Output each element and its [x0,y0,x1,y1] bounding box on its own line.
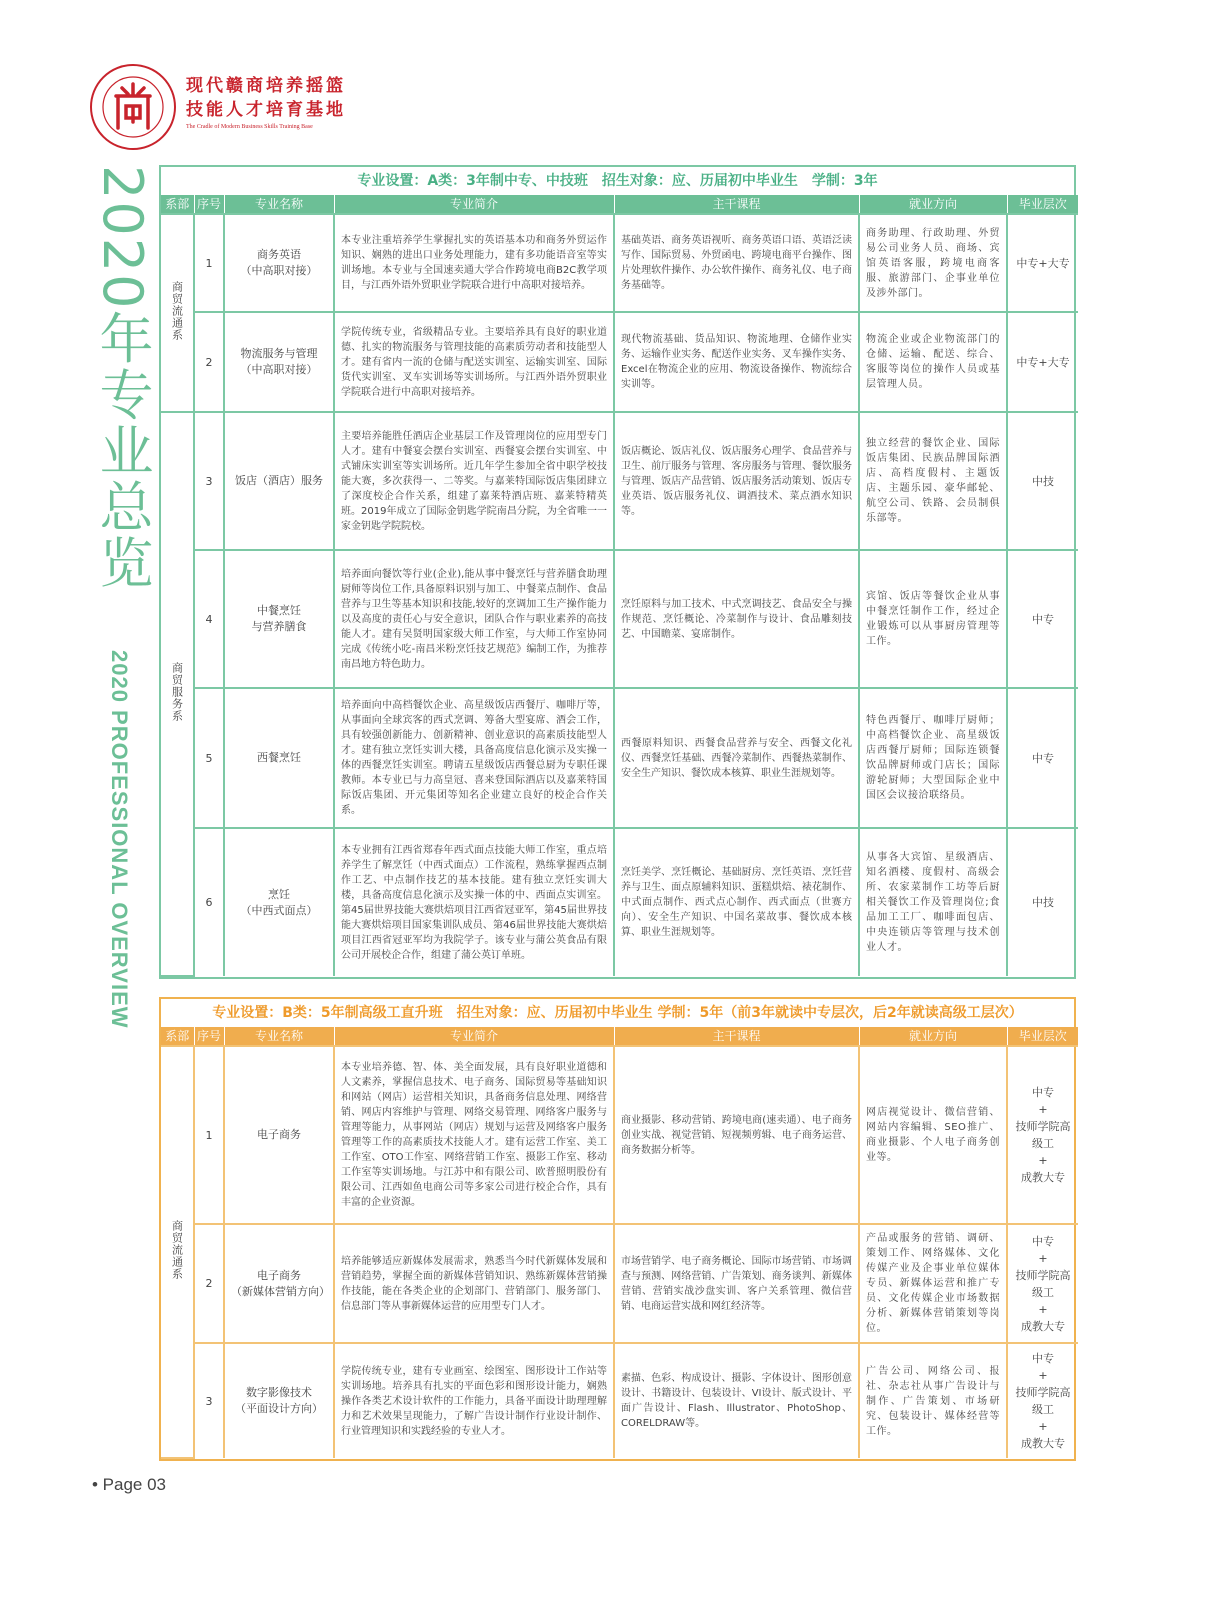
table-row [161,214,1078,312]
school-logo [88,62,178,152]
page-number: • Page 03 [92,1475,167,1494]
program-courses: 素描、色彩、构成设计、摄影、字体设计、图形创意设计、书籍设计、包装设计、VI设计、版式设计、平面广告设计、Flash、Illustrator、PhotoShop、CORELDRAW等。 [614,1343,859,1458]
col-no: 序号 [194,1027,224,1046]
row-number: 4 [194,550,224,688]
row-number: 5 [194,688,224,828]
program-name: 饭店（酒店）服务 [224,412,334,550]
row-number: 3 [194,412,224,550]
dept-cell: 商贸流通系 [161,1046,194,1458]
program-desc: 本专业培养德、智、体、美全面发展，具有良好职业道德和人文素养，掌握信息技术、电子商务、国际贸易等基础知识和网站（网店）运营相关知识，具备商务信息处理、网络营销、网店内容维护与管理、网络交易管理、网络客户服务与管理等能力，从事网站（网店）规划与运营及网络客户服务管理等工作的高素质技术技能人才。建有运营工作室、美工工作室、OTO工作室、网络营销工作室、摄影工作室、移动工作室等实训场地。与江苏中和有限公司、欧普照明股份有限公司、江西如鱼电商公司等多家公司进行校企合作，具有丰富的企业资源。 [334,1046,614,1224]
row-number: 2 [194,312,224,412]
program-name: 物流服务与管理 （中高职对接） [224,312,334,412]
dept-cell: 商贸流通系 [161,214,194,412]
slogan-english: The Cradle of Modern Business Skills Training Base [186,124,313,130]
program-courses: 西餐原料知识、西餐食品营养与安全、西餐文化礼仪、西餐烹饪基础、西餐冷菜制作、西餐热菜制作、安全生产知识、餐饮成本核算、职业生涯规划等。 [614,688,859,828]
program-name: 烹饪 （中西式面点） [224,828,334,976]
section-a-table [159,165,1076,979]
program-table-a [161,195,1078,977]
program-level: 中专 + 技师学院高级工 + 成教大专 [1007,1224,1078,1343]
program-desc: 培养能够适应新媒体发展需求，熟悉当今时代新媒体发展和营销趋势，掌握全面的新媒体营销知识、熟练新媒体营销操作技能，能在各类企业的企划部门、营销部门、服务部门、信息部门等从事新媒体运营的应用型专门人才。 [334,1224,614,1343]
program-level: 中专 + 技师学院高级工 + 成教大专 [1007,1046,1078,1224]
program-jobs: 产品或服务的营销、调研、策划工作、网络媒体、文化传媒产业及企事业单位媒体专员、新媒体运营和推广专员、文化传媒企业市场数据分析、新媒体营销策划等岗位。 [859,1224,1007,1343]
program-name: 数字影像技术 （平面设计方向） [224,1343,334,1458]
program-jobs: 商务助理、行政助理、外贸易公司业务人员、商场、宾馆英语客服，跨境电商客服、旅游部门、企事业单位及涉外部门。 [859,214,1007,312]
program-table-b [161,1027,1078,1459]
program-desc: 本专业拥有江西省郑春年西式面点技能大师工作室，重点培养学生了解烹饪（中西式面点）工作流程，熟练掌握西点制作工艺、中点制作技艺的基本技能。建有独立烹饪实训大楼，具备高度信息化演示及实操一体的中、西面点实训室。第45届世界技能大赛烘焙项目江西省冠亚军，第45届世界技能大赛烘焙项目国家集训队成员、第46届世界技能大赛烘焙项目江西省冠亚军均为我院学子。该专业与蒲公英食品有限公司开展校企合作，组建了蒲公英订单班。 [334,828,614,976]
program-courses: 基础英语、商务英语视听、商务英语口语、英语泛读写作、国际贸易、外贸函电、跨境电商平台操作、图片处理软件操作、办公软件操作、商务礼仪、电子商务基础等。 [614,214,859,312]
row-number: 1 [194,1046,224,1224]
program-jobs: 宾馆、饭店等餐饮企业从事中餐烹饪制作工作，经过企业锻炼可以从事厨房管理等工作。 [859,550,1007,688]
program-name: 电子商务 [224,1046,334,1224]
program-level: 中专 [1007,688,1078,828]
table-row [161,1046,1078,1224]
row-number: 2 [194,1224,224,1343]
col-courses: 主干课程 [614,1027,859,1046]
program-desc: 主要培养能胜任酒店企业基层工作及管理岗位的应用型专门人才。建有中餐宴会摆台实训室、西餐宴会摆台实训室、中式铺床实训室等实训场所。近几年学生参加全省中职学校技能大赛，多次获得一、二等奖。与嘉莱特国际饭店集团肆立了深度校企合作关系，组建了嘉莱特酒店班、嘉莱特精英班。2019年成立了国际金钥匙学院南昌分院，为全省唯一一家金钥匙学院院校。 [334,412,614,550]
side-title-cn: 2020年专业总览 [91,165,154,591]
side-title-en: 2020 PROFESSIONAL OVERVIEW [107,650,132,1029]
program-level: 中专 [1007,550,1078,688]
row-number: 1 [194,214,224,312]
col-level: 毕业层次 [1007,1027,1078,1046]
col-no: 序号 [194,195,224,214]
program-desc: 学院传统专业，建有专业画室、绘图室、图形设计工作站等实训场地。培养具有扎实的平面色彩和图形设计能力，娴熟操作各类艺术设计软件的工作能力，具备平面设计助理理解力和艺术效果呈现能力，了解广告设计制作行业设计制作、行业管理知识和实践经验的专业人才。 [334,1343,614,1458]
table-row [161,688,1078,828]
col-level: 毕业层次 [1007,195,1078,214]
program-jobs: 独立经营的餐饮企业、国际饭店集团、民族品牌国际酒店、高档度假村、主题饭店、主题乐园、豪华邮轮、航空公司、铁路、会员制俱乐部等。 [859,412,1007,550]
col-name: 专业名称 [224,195,334,214]
row-number: 3 [194,1343,224,1458]
program-name: 中餐烹饪 与营养膳食 [224,550,334,688]
table-row [161,1343,1078,1458]
program-courses: 饭店概论、饭店礼仪、饭店服务心理学、食品营养与卫生、前厅服务与管理、客房服务与管理、餐饮服务与管理、饭店产品营销、饭店服务活动策划、饭店专业英语、饭店服务礼仪、调酒技术、菜点酒水知识等。 [614,412,859,550]
program-desc: 培养面向餐饮等行业(企业),能从事中餐烹饪与营养膳食助理厨师等岗位工作,具备原料识别与加工、中餐菜点制作、食品营养与卫生等基本知识和技能,较好的烹调加工生产操作能力以及高度的责任心与安全意识，团队合作与职业素养的高技能人才。建有吴贤明国家级大师工作室，与大师工作室协同完成《传统小吃-南昌米粉烹饪技艺规范》编制工作，为推荐南昌地方特色助力。 [334,550,614,688]
table-row [161,1224,1078,1343]
col-courses: 主干课程 [614,195,859,214]
slogan-line-1: 现代赣商培养摇篮 [186,76,346,96]
program-courses: 烹饪美学、烹饪概论、基础厨房、烹饪英语、烹饪营养与卫生、面点原辅料知识、蛋糕烘焙、裱花制作、中式面点制作、西式点心制作、西式面点（世赛方向）、安全生产知识、中国名菜故事、餐饮成本核算、职业生涯规划等。 [614,828,859,976]
school-emblem-icon [88,62,178,152]
col-desc: 专业简介 [334,1027,614,1046]
program-courses: 商业摄影、移动营销、跨境电商(速卖通）、电子商务创业实战、视觉营销、短视频剪辑、电子商务运营、商务数据分析等。 [614,1046,859,1224]
row-number: 6 [194,828,224,976]
program-jobs: 从事各大宾馆、星级酒店、知名酒楼、度假村、高级会所、农家菜制作工坊等后厨相关餐饮工作及管理岗位;食品加工工厂、咖啡面包店、中央连锁店等管理与技术创业人才。 [859,828,1007,976]
program-courses: 市场营销学、电子商务概论、国际市场营销、市场调查与预测、网络营销、广告策划、商务谈判、新媒体营销、营销实战沙盘实训、客户关系管理、微信营销、电商运营实战和网红经济等。 [614,1224,859,1343]
table-row [161,312,1078,412]
program-level: 中技 [1007,828,1078,976]
program-desc: 学院传统专业，省级精品专业。主要培养具有良好的职业道德、扎实的物流服务与管理技能的高素质劳动者和技能型人才。建有省内一流的仓储与配送实训室、运输实训室、国际货代实训室、叉车实训场等实训场所。与江西外语外贸职业学院联合进行中高职对接培养。 [334,312,614,412]
program-level: 中专 + 技师学院高级工 + 成教大专 [1007,1343,1078,1458]
program-jobs: 物流企业或企业物流部门的仓储、运输、配送、综合、客服等岗位的操作人员或基层管理人员。 [859,312,1007,412]
program-jobs: 特色西餐厅、咖啡厅厨师；中高档餐饮企业、高星级饭店西餐厅厨师；国际连锁餐饮品牌厨师或门店长；国际游轮厨师；大型国际企业中国区会议接洽联络员。 [859,688,1007,828]
program-name: 电子商务 （新媒体营销方向） [224,1224,334,1343]
col-dept: 系部 [161,1027,194,1046]
program-jobs: 网店视觉设计、微信营销、网站内容编辑、SEO推广、商业摄影、个人电子商务创业等。 [859,1046,1007,1224]
slogan-line-2: 技能人才培育基地 [186,100,346,120]
table-header-row [161,1027,1078,1046]
logo-slogan [186,74,346,130]
table-row [161,412,1078,550]
program-desc: 本专业注重培养学生掌握扎实的英语基本功和商务外贸运作知识、娴熟的进出口业务处理能力，建有多功能语音室等实训场地。本专业与全国速卖通大学合作跨境电商B2C教学项目，与江西外语外贸职业学院联合进行中高职对接培养。 [334,214,614,312]
col-name: 专业名称 [224,1027,334,1046]
section-b-table [159,997,1076,1461]
col-jobs: 就业方向 [859,1027,1007,1046]
program-level: 中专+大专 [1007,312,1078,412]
program-level: 中技 [1007,412,1078,550]
col-jobs: 就业方向 [859,195,1007,214]
col-dept: 系部 [161,195,194,214]
program-desc: 培养面向中高档餐饮企业、高星级饭店西餐厅、咖啡厅等，从事面向全球宾客的西式烹调、筹备大型宴席、酒会工作，具有较强创新能力、创新精神、创业意识的高素质技能型人才。建有独立烹饪实训大楼，具备高度信息化演示及实操一体的西餐烹饪实训室。聘请五星级饭店西餐总厨为专职任课教师。本专业已与力高皇冠、喜来登国际酒店以及嘉莱特国际饭店集团、开元集团等知名企业建立良好的校企合作关系。 [334,688,614,828]
program-name: 西餐烹饪 [224,688,334,828]
section-b-title: 专业设置：B类：5年制高级工直升班 招生对象：应、历届初中毕业生 学制：5年（前3年就读中专层次，后2年就读高级工层次） [212,1005,1023,1021]
dept-cell: 商贸服务系 [161,412,194,976]
program-level: 中专+大专 [1007,214,1078,312]
table-row [161,550,1078,688]
program-courses: 烹饪原料与加工技术、中式烹调技艺、食品安全与操作规范、烹饪概论、冷菜制作与设计、食品雕刻技艺、中国瞻菜、宴席制作。 [614,550,859,688]
table-row [161,828,1078,976]
program-jobs: 广告公司、网络公司、报社、杂志社从事广告设计与制作、广告策划、市场研究、包装设计、媒体经营等工作。 [859,1343,1007,1458]
program-name: 商务英语 （中高职对接） [224,214,334,312]
section-a-title: 专业设置：A类：3年制中专、中技班 招生对象：应、历届初中毕业生 学制：3年 [357,173,878,189]
table-header-row [161,195,1078,214]
program-courses: 现代物流基础、货品知识、物流地理、仓储作业实务、运输作业实务、配送作业实务、叉车操作实务、Excel在物流企业的应用、物流设备操作、物流综合实训等。 [614,312,859,412]
col-desc: 专业简介 [334,195,614,214]
